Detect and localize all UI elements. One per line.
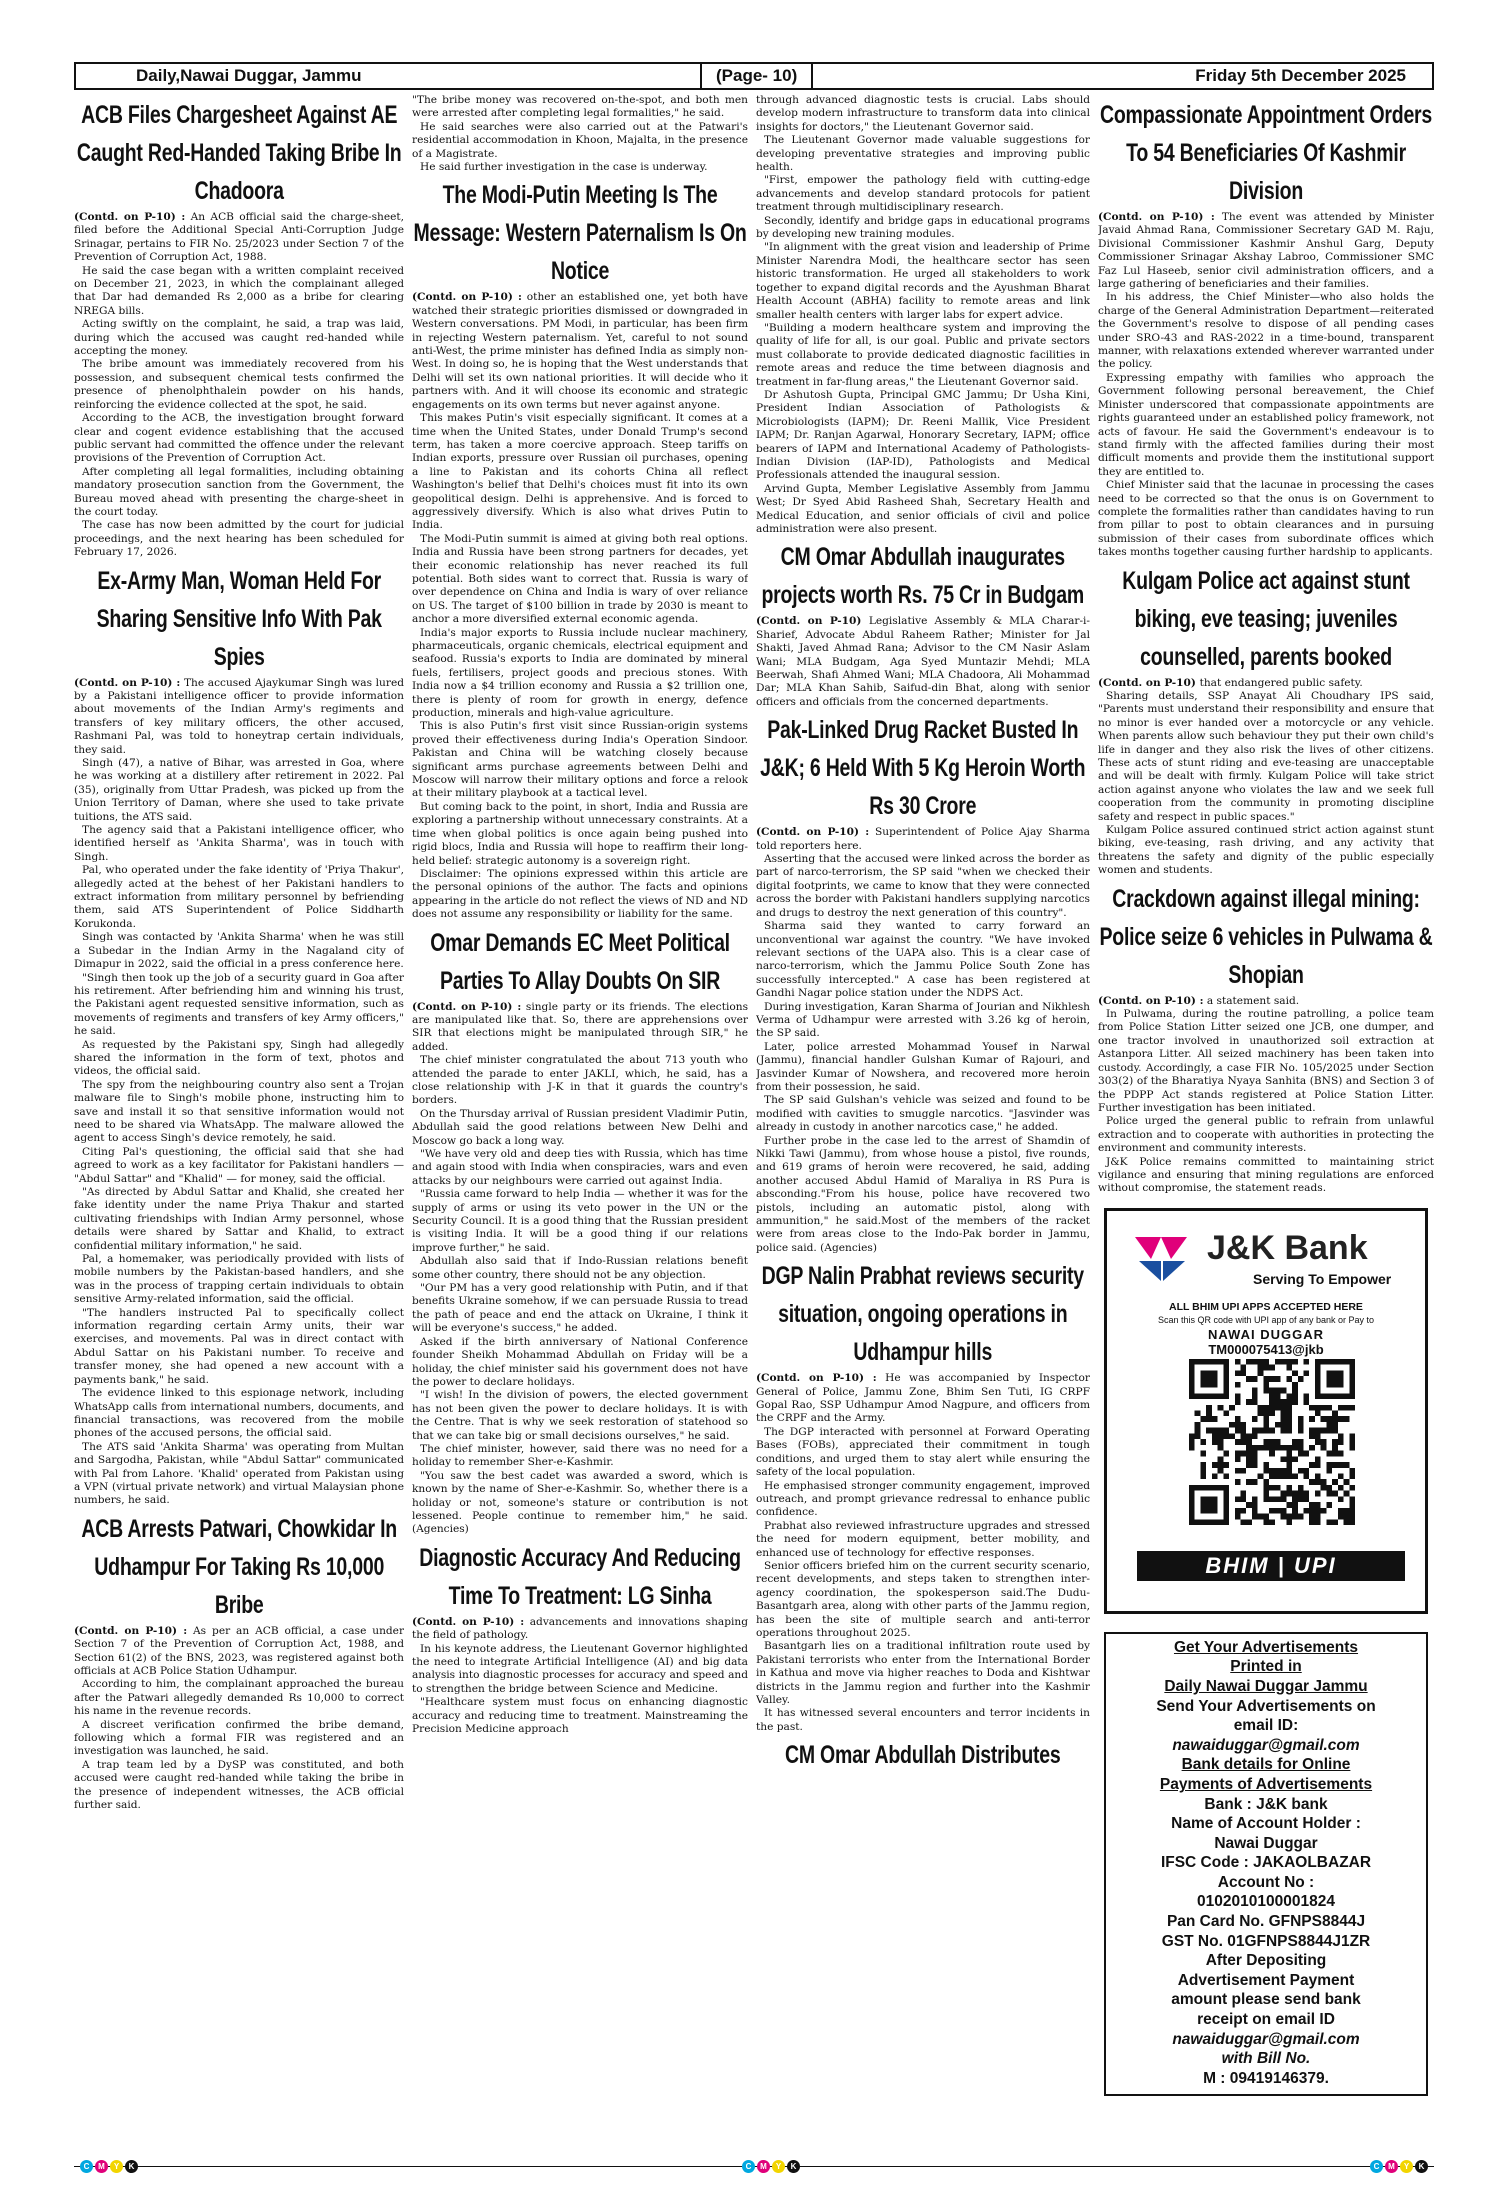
paragraph: This makes Putin's visit especially significant. It comes at a time when the United States, under Donald Trump's second term, has taken a more coercive approach. Steep tariffs on Indian exports, pressure over Russian oil purchases, opening a line to Pakistan and its cohorts China all reflect Washington's belief that Delhi's choices must fit into its own geopolitical design. Delhi is apprehensive. And is forced to aggressively diversify. Which is also what drives Putin to India.	[412, 412, 748, 532]
masthead-page-number: (Page- 10)	[700, 62, 813, 90]
headline-drug-racket: Pak-Linked Drug Racket Busted In J&K; 6 Held With 5 Kg Heroin Worth Rs 30 Crore	[760, 716, 1086, 821]
headline-dgp-prabhat: DGP Nalin Prabhat reviews security situation, ongoing operations in Udhampur hills	[761, 1262, 1085, 1367]
paragraph: Senior officers briefed him on the current security scenario, recent developments, and steps taken to strengthen inter-agency coordination, the spokesperson said.The Dudu-Basantgarh area, along with other parts of the Jammu region, has been the site of multiple search and anti-terror operations throughout 2025.	[756, 1559, 1090, 1639]
jk-bank-logo-icon	[1131, 1231, 1191, 1285]
paragraph: "We have very old and deep ties with Russia, which has time and again stood with India when conspiracies, wars and even attacks by our neighbours were carried out against India.	[412, 1148, 748, 1187]
paragraph: (Contd. on P-10) : The event was attended by Minister Javaid Ahmad Rana, Commissioner Secretary GAD M. Raju, Divisional Commissioner Kashmir Anshul Garg, Deputy Commissioner Srinagar Akshay Labroo, Commissioner SMC Faz Lul Haseeb, senior civil administration officers, and a large gathering of beneficiaries and their families.	[1098, 211, 1434, 291]
headline-kulgam-police: Kulgam Police act against stunt biking, eve teasing; juveniles counselled, parents booked	[1122, 566, 1410, 671]
adv-line: nawaiduggar@gmail.com	[1172, 2030, 1360, 2048]
cmyk-c-icon: C	[742, 2160, 755, 2173]
headline-acb-chargesheet: ACB Files Chargesheet Against AE Caught Red-Handed Taking Bribe In Chadoora	[76, 101, 402, 205]
cmyk-m-icon: M	[757, 2160, 770, 2173]
paragraph: The DGP interacted with personnel at Forward Operating Bases (FOBs), appreciated their commitment in tough conditions, and urged them to stay alert while ensuring the safety of the local population.	[756, 1425, 1090, 1479]
paragraph: The chief minister, however, said there was no need for a holiday to remember Sher-e-Kashmir.	[412, 1442, 748, 1469]
paragraph: A discreet verification confirmed the bribe demand, following which a formal FIR was registered and an investigation was launched, he said.	[74, 1718, 404, 1758]
paragraph: "I wish! In the division of powers, the elected government has not been given the power to declare holidays. It is with the Centre. That is why we seek restoration of statehood so that we can take big or small decisions ourselves," he said.	[412, 1389, 748, 1442]
paragraph: The bribe amount was immediately recovered from his possession, and subsequent chemical tests confirmed the presence of phenolphthalein powder on his hands, reinforcing the evidence collected at the spot, he said.	[74, 358, 404, 411]
paragraph: (Contd. on P-10) : single party or its friends. The elections are manipulated like that. So, there are apprehensions over SIR that elections might be manipulated through SIR," he added.	[412, 1000, 748, 1053]
paragraph: The case has now been admitted by the court for judicial proceedings, and the next hearing has been scheduled for February 17, 2026.	[74, 519, 404, 559]
paragraph: Disclaimer: The opinions expressed within this article are the personal opinions of the author. The facts and opinions appearing in the article do not reflect the views of ND and ND does not assume any responsibility or liability for the same.	[412, 867, 748, 921]
adv-line: Bank : J&K bank	[1204, 1795, 1328, 1813]
article-body	[756, 615, 1090, 709]
paragraph: Expressing empathy with families who approach the Government following personal bereavement, the Chief Minister underscored that compassionate appointments are rights guaranteed under an established policy framework, not acts of favour. He said the Government's endeavour is to stand firmly with the affected families during their most difficult moments and provide them the institutional support they are entitled to.	[1098, 371, 1434, 478]
paragraph: The SP said Gulshan's vehicle was seized and found to be modified with cavities to smuggle narcotics. "Jasvinder was already in custody in another narcotics case," he added.	[756, 1094, 1090, 1134]
paragraph: Sharing details, SSP Anayat Ali Choudhary IPS said, "Parents must understand their responsibility and ensure that no minor is ever handed over a motorcycle or any vehicle. When parents allow such behaviour they put their own child's life in danger and they also risk the lives of other citizens. These acts of stunt riding and eve-teasing are unacceptable and will be dealt with firmly. Kulgam Police will take strict action against anyone who violates the law and we seek full cooperation from the community in promoting discipline safety and respect in public spaces."	[1098, 689, 1434, 823]
paragraph: Chief Minister said that the lacunae in processing the cases need to be corrected so that the onus is on Government to complete the formalities rather than candidates having to run from pillar to post to obtain clearances and in pursuing submission of their cases from subordinate offices which takes months together causing further hardship to applicants.	[1098, 479, 1434, 559]
paragraph: In his keynote address, the Lieutenant Governor highlighted the need to integrate Artificial Intelligence (AI) and big data analysis into diagnostic processes for accuracy and speed and to strengthen the bridge between Science and Medicine.	[412, 1642, 748, 1695]
qr-code-icon	[1189, 1359, 1355, 1525]
paragraph: Arvind Gupta, Member Legislative Assembly from Jammu West; Dr Syed Abid Rasheed Shah, Secretary Health and Medical Education, and senior officials of civil and police administration were also present.	[756, 482, 1090, 535]
paragraph: He emphasised stronger community engagement, improved outreach, and prompt grievance redressal to enhance public confidence.	[756, 1479, 1090, 1519]
paragraph: "Our PM has a very good relationship with Putin, and if that benefits Ukraine somehow, if we can persuade Russia to tread the path of peace and end the attack on Ukraine, I think it will be everyone's success," he added.	[412, 1282, 748, 1335]
cmyk-m-icon: M	[95, 2160, 108, 2173]
cmyk-y-icon: Y	[772, 2160, 785, 2173]
bhim-upi-logo: BHIM | UPI	[1137, 1551, 1405, 1581]
adv-line: Advertisement Payment	[1177, 1971, 1355, 1989]
paragraph: Basantgarh lies on a traditional infiltration route used by Pakistani terrorists who enter from the International Border in Kathua and move via higher reaches to Doda and Kishtwar districts in the Jammu region and further into the Kashmir Valley.	[756, 1640, 1090, 1706]
paragraph: Sharma said they wanted to carry forward an unconventional war against the country. "We have invoked relevant sections of the UAPA also. This is a clear case of narco-terrorism, which the Jammu Police South Zone has successfully intercepted." A case has been registered at Gandhi Nagar police station under the NDPS Act.	[756, 920, 1090, 1000]
adv-line: Bank details for Online	[1181, 1756, 1351, 1774]
paragraph: (Contd. on P-10) : An ACB official said the charge-sheet, filed before the Additional Special Anti-Corruption Judge Srinagar, pertains to FIR No. 25/2023 under Section 7 of the Prevention of Corruption Act, 1988.	[74, 211, 404, 264]
cmyk-c-icon: C	[80, 2160, 93, 2173]
paragraph: The Modi-Putin summit is aimed at giving both real options. India and Russia have been strong partners for decades, yet their economic relationship has never reached its full potential. Both sides want to correct that. Russia is wary of over dependence on China and India is wary of over reliance on US. The target of $100 billion in trade by 2030 is meant to anchor a more diversified external economic agenda.	[412, 532, 748, 626]
paragraph: (Contd. on P-10) that endangered public safety.	[1098, 676, 1363, 689]
article-body	[756, 94, 1090, 536]
headline-omar-budgam: CM Omar Abdullah inaugurates projects worth Rs. 75 Cr in Budgam	[761, 543, 1085, 610]
article-body	[1098, 677, 1434, 878]
adv-line: Get Your Advertisements	[1173, 1638, 1359, 1656]
paragraph: Dr Ashutosh Gupta, Principal GMC Jammu; Dr Usha Kini, President Indian Association of Pathologists & Microbiologists (IAPM); Dr. Reeni Mallik, Vice President IAPM; Dr. Ranjan Agarwal, Honorary Secretary, IAPM; office bearers of IAPM and International Academy of Pathologists-Indian Division (IAP-ID), Pathologists and Medical Professionals attended the inaugural session.	[756, 388, 1090, 482]
adv-line: Daily Nawai Duggar Jammu	[1164, 1677, 1368, 1695]
article-body	[1098, 995, 1434, 1196]
adv-line: IFSC Code : JAKAOLBAZAR	[1160, 1854, 1372, 1872]
paragraph: India's major exports to Russia include nuclear machinery, pharmaceuticals, organic chemicals, electrical equipment and seafood. Russia's exports to India are dominated by mineral fuels, fertilisers, project goods and precious stones. With India now a $4 trillion economy and Russia a $2 trillion one, there is plenty of room for growth in energy, defence production, minerals and high-value agriculture.	[412, 626, 748, 720]
paragraph: (Contd. on P-10) : Superintendent of Police Ajay Sharma told reporters here.	[756, 826, 1090, 852]
advertisement-info-box	[1104, 1632, 1428, 2097]
adv-line: M : 09419146379.	[1203, 2069, 1329, 2087]
paragraph: During investigation, Karan Sharma of Jourian and Nikhlesh Verma of Udhampur were arrested with 3.26 kg of heroin, the SP said.	[756, 1000, 1090, 1040]
headline-modi-putin: The Modi-Putin Meeting Is The Message: Western Paternalism Is On Notice	[413, 181, 747, 286]
paragraph: (Contd. on P-10) : He was accompanied by Inspector General of Police, Jammu Zone, Bhim Sen Tuti, IG CRPF Gopal Rao, SSP Udhampur Amod Nagpure, and officers from the CRPF and the Army.	[756, 1372, 1090, 1425]
paragraph: (Contd. on P-10) Legislative Assembly & MLA Charar-i-Sharief, Advocate Abdul Raheem Rather; Minister for Jal Shakti, Javed Ahmad Rana; Advisor to the CM Nasir Aslam Wani; MLA Budgam, Aga Syed Muntazir Mehdi; MLA Beerwah, Shafi Ahmed Wani; MLA Chadoora, Ali Mohammad Dar; MLA Khan Sahib, Saifud-din Bhat, along with senior officers and officials from the concerned departments.	[756, 615, 1090, 708]
adv-line: Account No :	[1217, 1873, 1315, 1891]
paragraph: Citing Pal's questioning, the official said that she had agreed to work as a key facilitator for Pakistani handlers — "Abdul Sattar" and "Khalid" — for money, said the official.	[74, 1145, 404, 1185]
ad-upi-line: ALL BHIM UPI APPS ACCEPTED HERE	[1169, 1300, 1363, 1313]
adv-line: receipt on email ID	[1197, 2011, 1335, 2029]
adv-line: Name of Account Holder :	[1171, 1815, 1361, 1833]
paragraph: As requested by the Pakistani spy, Singh had allegedly shared the information in the form of text, photos and videos, the official said.	[74, 1038, 404, 1078]
paragraph: (Contd. on P-10) : other an established one, yet both have watched their strategic priorities dismissed or downgraded in Western conversations. PM Modi, in particular, has been firm in rejecting Western paternalism. Yet, careful to not sound anti-West, the prime minister has defined India as simply non-West. In doing so, he is hoping that the West understands that Delhi will set its own national priorities. It will decide who it partners with. And it will choose its economic and strategic engagements on its own terms but never against anyone.	[412, 291, 748, 411]
paragraph: (Contd. on P-10) : The accused Ajaykumar Singh was lured by a Pakistani intelligence officer to provide information about movements of the Indian Army's regiments and transfers of key military officers, the other accused, Rashmani Pal, was told to honeytrap certain individuals, they said.	[74, 676, 404, 756]
paragraph: "As directed by Abdul Sattar and Khalid, she created her fake identity under the name Priya Thakur and started cultivating friendships with Indian Army personnel, whose details were shared by Sattar and Khalid, to extract confidential military information," he said.	[74, 1186, 404, 1252]
paragraph: This is also Putin's first visit since Russian-origin systems proved their effectiveness during India's Operation Sindoor. Pakistan and China will be watching closely because significant arms purchase agreements between Delhi and Moscow will narrow their military options and force a relook at their military playbook at a tactical level.	[412, 720, 748, 800]
adv-line: Send Your Advertisements on	[1156, 1697, 1376, 1715]
paragraph: "Healthcare system must focus on enhancing diagnostic accuracy and reducing time to treatment. Mainstreaming the Precision Medicine approach	[412, 1696, 748, 1736]
adv-line: Payments of Advertisements	[1159, 1775, 1373, 1793]
paragraph: Acting swiftly on the complaint, he said, a trap was laid, during which the accused was caught red-handed while accepting the money.	[74, 318, 404, 358]
article-body	[412, 94, 748, 174]
cmyk-y-icon: Y	[110, 2160, 123, 2173]
paragraph: A trap team led by a DySP was constituted, and both accused were caught red-handed while taking the bribe in the presence of independent witnesses, the ACB official further said.	[74, 1758, 404, 1812]
masthead-paper-name: Daily,Nawai Duggar, Jammu	[136, 66, 362, 85]
paragraph: He said searches were also carried out at the Patwari's residential accommodation in Khoon, Majalta, in the presence of a Magistrate.	[412, 120, 748, 160]
paragraph: According to the ACB, the investigation brought forward clear and cogent evidence establishing that the accused public servant had committed the offence under the relevant provisions of the Prevention of Corruption Act.	[74, 412, 404, 465]
paragraph: Secondly, identify and bridge gaps in educational programs by developing new training modules.	[756, 214, 1090, 241]
cmyk-c-icon: C	[1370, 2160, 1383, 2173]
paragraph: Later, police arrested Mohammad Yousef in Narwal (Jammu), financial handler Gulshan Kumar of Rajouri, and Jasvinder Kumar of Nowshera, and recovered more heroin from their possession, he said.	[756, 1040, 1090, 1093]
adv-line: Nawai Duggar	[1214, 1834, 1318, 1852]
cmyk-marks-left	[80, 2160, 138, 2173]
headline-acb-patwari: ACB Arrests Patwari, Chowkidar In Udhampur For Taking Rs 10,000 Bribe	[81, 1514, 397, 1619]
paragraph: "You saw the best cadet was awarded a sword, which is known by the name of Sher-e-Kashmir. So, whether there is a holiday or not, someone's stature or contribution is not lessened. People continue to remember him," he said. (Agencies)	[412, 1469, 748, 1536]
column-4	[1098, 94, 1434, 2124]
cmyk-k-icon: K	[1415, 2160, 1428, 2173]
paragraph: Asked if the birth anniversary of National Conference founder Sheikh Mohammad Abdullah on Friday will be a holiday, the chief minister said his government does not have the power to declare holidays.	[412, 1335, 748, 1388]
paragraph: "The bribe money was recovered on-the-spot, and both men were arrested after completing legal formalities," he said.	[412, 94, 748, 120]
article-body	[412, 1001, 748, 1537]
paragraph: But coming back to the point, in short, India and Russia are exploring a partnership without unnecessary constraints. At a time when global politics is once again being pushed into rigid blocs, India and Russia will hope to reaffirm their long-held belief: strategic autonomy is a sovereign right.	[412, 800, 748, 867]
cmyk-marks-right	[1370, 2160, 1428, 2173]
article-body	[412, 291, 748, 921]
paragraph: The ATS said 'Ankita Sharma' was operating from Multan and Sargodha, Pakistan, while "Abdul Sattar" communicated with Pal from Lahore. 'Khalid' operated from Pakistan using a VPN (virtual private network) and virtual Malaysian phone numbers, he said.	[74, 1440, 404, 1507]
paragraph: According to him, the complainant approached the bureau after the Patwari allegedly demanded Rs 10,000 to correct his name in the revenue records.	[74, 1678, 404, 1718]
paragraph: Singh was contacted by 'Ankita Sharma' when he was still a Subedar in the Indian Army in the Nagaland city of Dimapur in 2022, said the official in a press conference here.	[74, 931, 404, 971]
headline-omar-ec: Omar Demands EC Meet Political Parties To Allay Doubts On SIR	[430, 928, 730, 995]
paragraph: "First, empower the pathology field with cutting-edge advancements and develop standard protocols for patient treatment through multidisciplinary research.	[756, 174, 1090, 214]
paragraph: The agency said that a Pakistani intelligence officer, who identified herself as 'Ankita Sharma', was in touch with Singh.	[74, 824, 404, 863]
paragraph: (Contd. on P-10) : advancements and innovations shaping the field of pathology.	[412, 1615, 748, 1642]
adv-line: 0102010100001824	[1197, 1893, 1335, 1911]
column-2	[412, 94, 748, 2124]
cmyk-m-icon: M	[1385, 2160, 1398, 2173]
adv-line: After Depositing	[1205, 1952, 1327, 1970]
paragraph: He said further investigation in the case is underway.	[420, 161, 708, 174]
article-body	[756, 826, 1090, 1255]
headline-lg-sinha: Diagnostic Accuracy And Reducing Time To Treatment: LG Sinha	[419, 1543, 741, 1610]
cmyk-k-icon: K	[787, 2160, 800, 2173]
paragraph: In his address, the Chief Minister—who also holds the charge of the General Administration Department—reiterated the Government's resolve to dispose of all pending cases under SRO-43 and RAS-2022 in a time-bound, transparent manner, with relaxations extended wherever warranted under the policy.	[1098, 291, 1434, 371]
paragraph: "Russia came forward to help India — whether it was for the supply of arms or using its veto power in the UN or the Security Council. It is a good thing that the Russian president is visiting India. It will be a good thing if our relations improve further," he said.	[412, 1188, 748, 1254]
article-body	[756, 1372, 1090, 1734]
paragraph: Kulgam Police assured continued strict action against stunt biking, eve-teasing, rash driving, and any activity that threatens the safety and dignity of the public especially women and students.	[1098, 824, 1434, 877]
article-body	[74, 211, 404, 560]
paragraph: After completing all legal formalities, including obtaining mandatory prosecution sanction from the Government, the Bureau moved ahead with presenting the charge-sheet in the court today.	[74, 465, 404, 518]
paragraph: In Pulwama, during the routine patrolling, a police team from Police Station Litter seized one JCB, one dumper, and one tractor involved in unauthorized soil extraction at Astanpora Litter. All seized machinery has been taken into custody. Accordingly, a case FIR No. 105/2025 under Section 303(2) of the Bharatiya Nyaya Sanhita (BNS) and Section 3 of the PDPP Act stands registered at Police Station Litter. Further investigation has been initiated.	[1098, 1008, 1434, 1114]
masthead	[74, 62, 1434, 90]
adv-line: GST No. 01GFNPS8844J1ZR	[1161, 1932, 1371, 1950]
adv-line: nawaiduggar@gmail.com	[1172, 1736, 1360, 1754]
paragraph: "Building a modern healthcare system and improving the quality of life for all, is our goal. Public and private sectors must collaborate to provide dedicated diagnostic facilities in remote areas and reduce the time between diagnosis and treatment in far-flung areas," the Lieutenant Governor said.	[756, 321, 1090, 388]
paragraph: The Lieutenant Governor made valuable suggestions for developing preventative strategies and improving public health.	[756, 134, 1090, 174]
adv-line: with Bill No.	[1221, 2050, 1311, 2068]
adv-line: amount please send bank	[1171, 1991, 1361, 2009]
column-3	[756, 94, 1090, 2124]
ad-upi-id: TM000075413@jkb	[1208, 1341, 1324, 1357]
paragraph: Abdullah also said that if Indo-Russian relations benefit some other country, there should not be any objection.	[412, 1255, 748, 1281]
cmyk-y-icon: Y	[1400, 2160, 1413, 2173]
paragraph: He said the case began with a written complaint received on December 21, 2023, in which the complainant alleged that Dar had demanded Rs 2,000 as a bribe for clearing NREGA bills.	[74, 264, 404, 317]
article-body	[412, 1616, 748, 1737]
paragraph: It has witnessed several encounters and terror incidents in the past.	[756, 1707, 1090, 1733]
ad-tagline: Serving To Empower	[1253, 1270, 1392, 1287]
article-body	[74, 677, 404, 1508]
paragraph: Pal, a homemaker, was periodically provided with lists of mobile numbers by the Pakistan-based handlers, and she was in the process of trapping certain individuals to obtain sensitive Army-related information, said the official.	[74, 1253, 404, 1306]
adv-line: Printed in	[1230, 1658, 1302, 1676]
headline-omar-distributes: CM Omar Abdullah Distributes	[785, 1741, 1061, 1770]
paragraph: Singh (47), a native of Bihar, was arrested in Goa, where he was working at a distillery after retirement in 2022. Pal (35), originally from Uttar Pradesh, was picked up from the Union Territory of Daman, where she used to take private tuitions, the ATS said.	[74, 757, 404, 823]
adv-line: Pan Card No. GFNPS8844J	[1166, 1913, 1366, 1931]
ad-scan-line: Scan this QR code with UPI app of any bank or Pay to	[1157, 1314, 1375, 1325]
paragraph: On the Thursday arrival of Russian president Vladimir Putin, Abdullah said the good relations between New Delhi and Moscow go back a long way.	[412, 1107, 748, 1147]
headline-ex-army-man: Ex-Army Man, Woman Held For Sharing Sensitive Info With Pak Spies	[96, 566, 382, 671]
paragraph: The chief minister congratulated the about 713 youth who attended the parade to enter JAKLI, which, he said, has a close relationship with J-K in that it guards the country's borders.	[412, 1054, 748, 1107]
paragraph: "In alignment with the great vision and leadership of Prime Minister Narendra Modi, the healthcare sector has seen historic transformation. He urged all stakeholders to work together to expand digital records and the Ayushman Bharat Health Account (ABHA) facility to remote areas and link smaller health centers with larger labs for expert advice.	[756, 241, 1090, 321]
paragraph: (Contd. on P-10) : a statement said.	[1098, 994, 1300, 1007]
headline-compassionate-appointment: Compassionate Appointment Orders To 54 Beneficiaries Of Kashmir Division	[1099, 101, 1433, 205]
article-body	[74, 1625, 404, 1813]
headline-illegal-mining: Crackdown against illegal mining: Police seize 6 vehicles in Pulwama & Shopian	[1099, 884, 1433, 989]
adv-line: email ID:	[1233, 1717, 1299, 1735]
paragraph: through advanced diagnostic tests is crucial. Labs should develop modern infrastructure to transform data into clinical insights for doctors," the Lieutenant Governor said.	[756, 94, 1090, 133]
jk-bank-upi-ad	[1104, 1208, 1428, 1614]
paragraph: Police urged the general public to refrain from unlawful extraction and to cooperate with authorities in protecting the environment and community interests.	[1098, 1115, 1434, 1155]
paragraph: Asserting that the accused were linked across the border as part of narco-terrorism, the SP said "when we checked their digital footprints, we came to know that they were connected across the border with Pakistani handlers supplying narcotics and drugs to destroy the next generation of this country".	[756, 853, 1090, 919]
ad-payee: NAWAI DUGGAR	[1208, 1326, 1324, 1342]
paragraph: Further probe in the case led to the arrest of Shamdin of Nikki Tawi (Jammu), from whose house a pistol, five rounds, and 619 grams of heroin were recovered, he said, adding another accused Abdul Hamid of Maraliya in RS Pura is absconding."From his house, police have recovered two pistols, including an automatic pistol, along with ammunition," he said.Most of the members of the racket were from areas close to the Indo-Pak border in Jammu, police said. (Agencies)	[756, 1134, 1090, 1254]
cmyk-marks-center	[742, 2160, 800, 2173]
paragraph: (Contd. on P-10) : As per an ACB official, a case under Section 7 of the Prevention of Corruption Act, 1988, and Section 61(2) of the BNS, 2023, was registered against both officials at ACB Police Station Udhampur.	[74, 1624, 404, 1677]
paragraph: The spy from the neighbouring country also sent a Trojan malware file to Singh's mobile phone, instructing him to save and install it so that sensitive information would not need to be shared via WhatsApp. The malware allowed the agent to access Singh's device remotely, he said.	[74, 1078, 404, 1145]
ad-bank-name: J&K Bank	[1207, 1228, 1368, 1267]
masthead-date: Friday 5th December 2025	[1195, 66, 1406, 85]
paragraph: J&K Police remains committed to maintaining strict vigilance and ensuring that mining regulations are enforced without compromise, the statement reads.	[1098, 1155, 1434, 1195]
paragraph: "Singh then took up the job of a security guard in Goa after his retirement. After befriending him and winning his trust, the Pakistani agent requested sensitive information, such as movements of regiments and transfers of key Army officers," he said.	[74, 971, 404, 1038]
paragraph: Pal, who operated under the fake identity of 'Priya Thakur', allegedly acted at the behest of her Pakistani handlers to extract information from military personnel by befriending them, said ATS Superintendent of Police Siddharth Korukonda.	[74, 864, 404, 930]
paragraph: "The handlers instructed Pal to specifically collect information regarding certain Army units, their war exercises, and movements. Pal was in direct contact with Abdul Sattar on his Pakistani number. To receive and transfer money, she had opened a new account with a payments bank," he said.	[74, 1306, 404, 1386]
paragraph: The evidence linked to this espionage network, including WhatsApp calls from international numbers, documents, and financial transactions, was recovered from the mobile phones of the accused persons, the official said.	[74, 1387, 404, 1440]
paragraph: Prabhat also reviewed infrastructure upgrades and stressed the need for modern equipment, better mobility, and enhanced use of technology for effective responses.	[756, 1519, 1090, 1559]
column-1	[74, 94, 404, 2124]
cmyk-k-icon: K	[125, 2160, 138, 2173]
article-body	[1098, 211, 1434, 560]
